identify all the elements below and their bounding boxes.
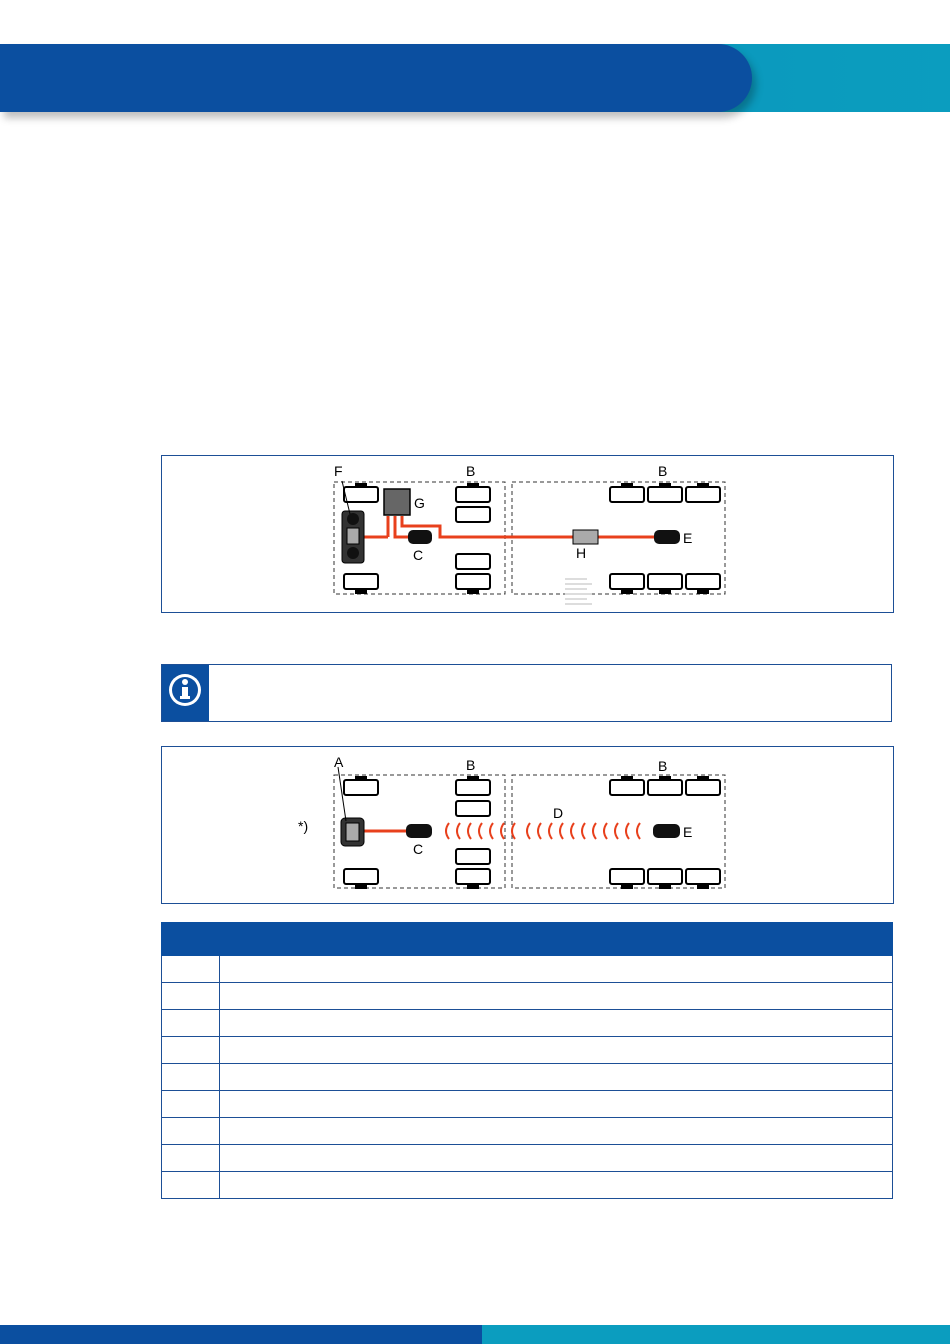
label-f: F bbox=[334, 463, 343, 479]
legend-description bbox=[220, 1091, 893, 1118]
info-icon bbox=[162, 665, 209, 721]
legend-description bbox=[220, 1118, 893, 1145]
label-d: D bbox=[553, 805, 564, 821]
table-row bbox=[162, 1064, 893, 1091]
legend-key bbox=[162, 1037, 220, 1064]
legend-description bbox=[220, 1064, 893, 1091]
legend-key bbox=[162, 1145, 220, 1172]
legend-key bbox=[162, 1010, 220, 1037]
footer-band-teal bbox=[482, 1325, 950, 1344]
legend-key bbox=[162, 1118, 220, 1145]
legend-key bbox=[162, 1172, 220, 1199]
label-e: E bbox=[683, 824, 693, 840]
legend-description bbox=[220, 1010, 893, 1037]
diagram-wireless bbox=[161, 746, 894, 904]
legend-key bbox=[162, 983, 220, 1010]
label-c: C bbox=[413, 841, 424, 857]
legend-description bbox=[220, 983, 893, 1010]
legend-description bbox=[220, 956, 893, 983]
table-row bbox=[162, 1172, 893, 1199]
label-e: E bbox=[683, 530, 693, 546]
label-g: G bbox=[414, 495, 425, 511]
table-row bbox=[162, 1010, 893, 1037]
legend-key bbox=[162, 956, 220, 983]
legend-key bbox=[162, 1091, 220, 1118]
table-row bbox=[162, 1145, 893, 1172]
table-row bbox=[162, 983, 893, 1010]
footer-band-blue bbox=[0, 1325, 482, 1344]
legend-header-row bbox=[162, 923, 893, 956]
legend-description bbox=[220, 1172, 893, 1199]
legend-description bbox=[220, 1145, 893, 1172]
legend-header-description bbox=[220, 923, 893, 956]
label-c: C bbox=[413, 547, 424, 563]
info-icon-cell bbox=[162, 665, 209, 721]
label-b-tractor: B bbox=[466, 757, 476, 773]
legend-description bbox=[220, 1037, 893, 1064]
table-row bbox=[162, 1118, 893, 1145]
label-b-tractor: B bbox=[466, 463, 476, 479]
label-b-trailer: B bbox=[658, 463, 668, 479]
label-h: H bbox=[576, 545, 587, 561]
table-row bbox=[162, 956, 893, 983]
table-row bbox=[162, 1091, 893, 1118]
legend-header-key bbox=[162, 923, 220, 956]
diagram-wired bbox=[161, 455, 894, 613]
label-b-trailer: B bbox=[658, 758, 668, 774]
header-band-blue bbox=[0, 44, 752, 112]
legend-key bbox=[162, 1064, 220, 1091]
info-box bbox=[161, 664, 892, 722]
label-a: A bbox=[334, 754, 344, 770]
legend-table bbox=[161, 922, 893, 1199]
table-row bbox=[162, 1037, 893, 1064]
label-note: *) bbox=[298, 818, 309, 834]
